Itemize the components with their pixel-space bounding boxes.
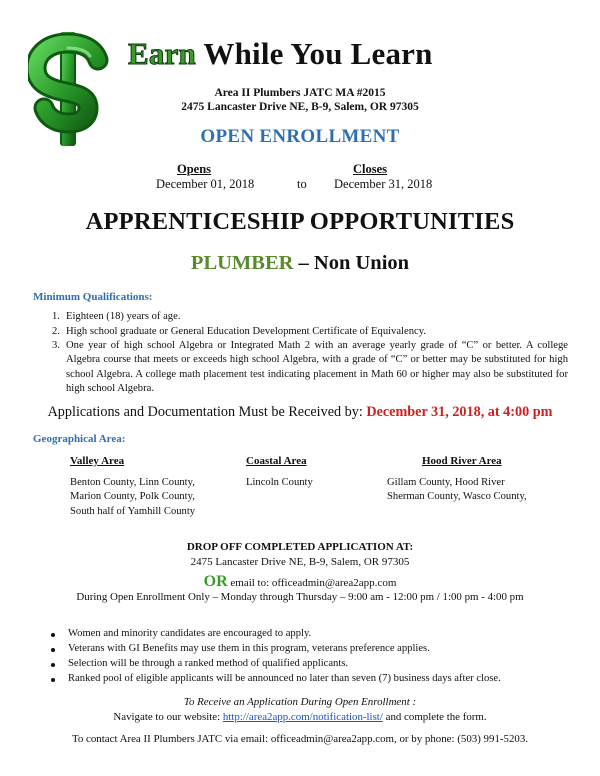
qualification-item	[52, 325, 568, 339]
email-instruction: email to: officeadmin@area2app.com	[230, 577, 397, 589]
qualification-text: Eighteen (18) years of age.	[66, 311, 181, 322]
org-address: 2475 Lancaster Drive NE, B-9, Salem, OR 97305	[181, 101, 419, 113]
contact-line: To contact Area II Plumbers JATC via email: officeadmin@area2app.com, or by phone: (503) 991-5203.	[71, 733, 529, 745]
qualification-number: 1.	[52, 311, 60, 322]
county-line: Gillam County, Hood River	[387, 477, 505, 488]
list-item-text: Ranked pool of eligible applicants will be announced no later than seven (7) business days after close.	[68, 673, 501, 684]
flyer-title	[128, 36, 433, 72]
bullet-icon	[51, 633, 55, 637]
opens-date: December 01, 2018	[156, 177, 255, 191]
trade-name: PLUMBER	[190, 252, 294, 274]
qualifications-heading: Minimum Qualifications:	[33, 291, 153, 303]
deadline-text: Applications and Documentation Must be Received by:	[47, 404, 363, 420]
title-rest: While You Learn	[203, 36, 433, 71]
opens-label: Opens	[177, 162, 212, 176]
coastal-area-heading: Coastal Area	[246, 455, 307, 467]
qualification-number: 3.	[52, 340, 60, 351]
title-earn: Earn	[128, 36, 196, 71]
hood-river-area-heading: Hood River Area	[422, 455, 502, 467]
date-separator: to	[297, 177, 307, 191]
county-line: Lincoln County	[246, 477, 313, 488]
list-item-text: Veterans with GI Benefits may use them in this program, veterans preference applies.	[68, 643, 430, 654]
navigate-suffix: and complete the form.	[385, 711, 487, 723]
county-line: South half of Yamhill County	[70, 505, 196, 517]
office-hours: During Open Enrollment Only – Monday through Thursday – 9:00 am - 12:00 pm / 1:00 pm - 4:00 pm	[76, 591, 524, 603]
deadline-date: December 31, 2018, at 4:00 pm	[366, 404, 553, 420]
dropoff-heading: DROP OFF COMPLETED APPLICATION AT:	[186, 541, 414, 553]
open-enrollment-heading: OPEN ENROLLMENT	[200, 126, 400, 147]
trade-suffix: – Non Union	[298, 252, 410, 274]
deadline-line	[0, 404, 600, 421]
county-line: Benton County, Linn County,	[70, 477, 195, 488]
closes-label: Closes	[353, 162, 388, 176]
qualification-item	[52, 310, 568, 324]
qualification-item	[52, 339, 568, 397]
valley-area-heading: Valley Area	[70, 455, 125, 467]
geo-heading: Geographical Area:	[33, 433, 126, 445]
list-item-text: Selection will be through a ranked method of qualified applicants.	[68, 658, 349, 669]
dropoff-address: 2475 Lancaster Drive NE, B-9, Salem, OR 97305	[190, 556, 410, 568]
receive-application-note: To Receive an Application During Open Enrollment :	[183, 696, 417, 708]
bullet-icon	[51, 648, 55, 652]
bullet-icon	[51, 663, 55, 667]
navigate-prefix: Navigate to our website:	[113, 711, 221, 723]
email-option-line	[0, 573, 600, 591]
county-line: Marion County, Polk County,	[70, 491, 195, 503]
qualification-number: 2.	[52, 326, 60, 337]
closes-date: December 31, 2018	[334, 177, 433, 191]
org-name: Area II Plumbers JATC MA #2015	[214, 87, 386, 99]
qualification-text: High school graduate or General Education Development Certificate of Equivalency.	[66, 326, 426, 337]
trade-heading	[0, 252, 600, 275]
notification-list-link[interactable]: http://area2app.com/notification-list/	[222, 711, 383, 723]
or-label: OR	[203, 573, 228, 590]
list-item-text: Women and minority candidates are encouraged to apply.	[68, 628, 312, 639]
apprenticeship-heading: APPRENTICESHIP OPPORTUNITIES	[85, 208, 515, 235]
qualification-text: One year of high school Algebra or Integrated Math 2 with an average yearly grade of “C” or better. A college Algebra course that meets or exceeds high school Algebra, with a grade of “C” or better may be substituted for high school Algebra. A college math placement test indicating placement in Math 60 or higher may also be substituted for high school Algebra.	[66, 340, 568, 395]
coastal-area-counties	[246, 476, 313, 490]
bullet-icon	[51, 678, 55, 682]
navigate-line	[0, 711, 600, 723]
valley-area-counties	[70, 476, 195, 519]
county-line: Sherman County, Wasco County,	[387, 491, 527, 503]
hood-river-area-counties	[387, 476, 527, 505]
